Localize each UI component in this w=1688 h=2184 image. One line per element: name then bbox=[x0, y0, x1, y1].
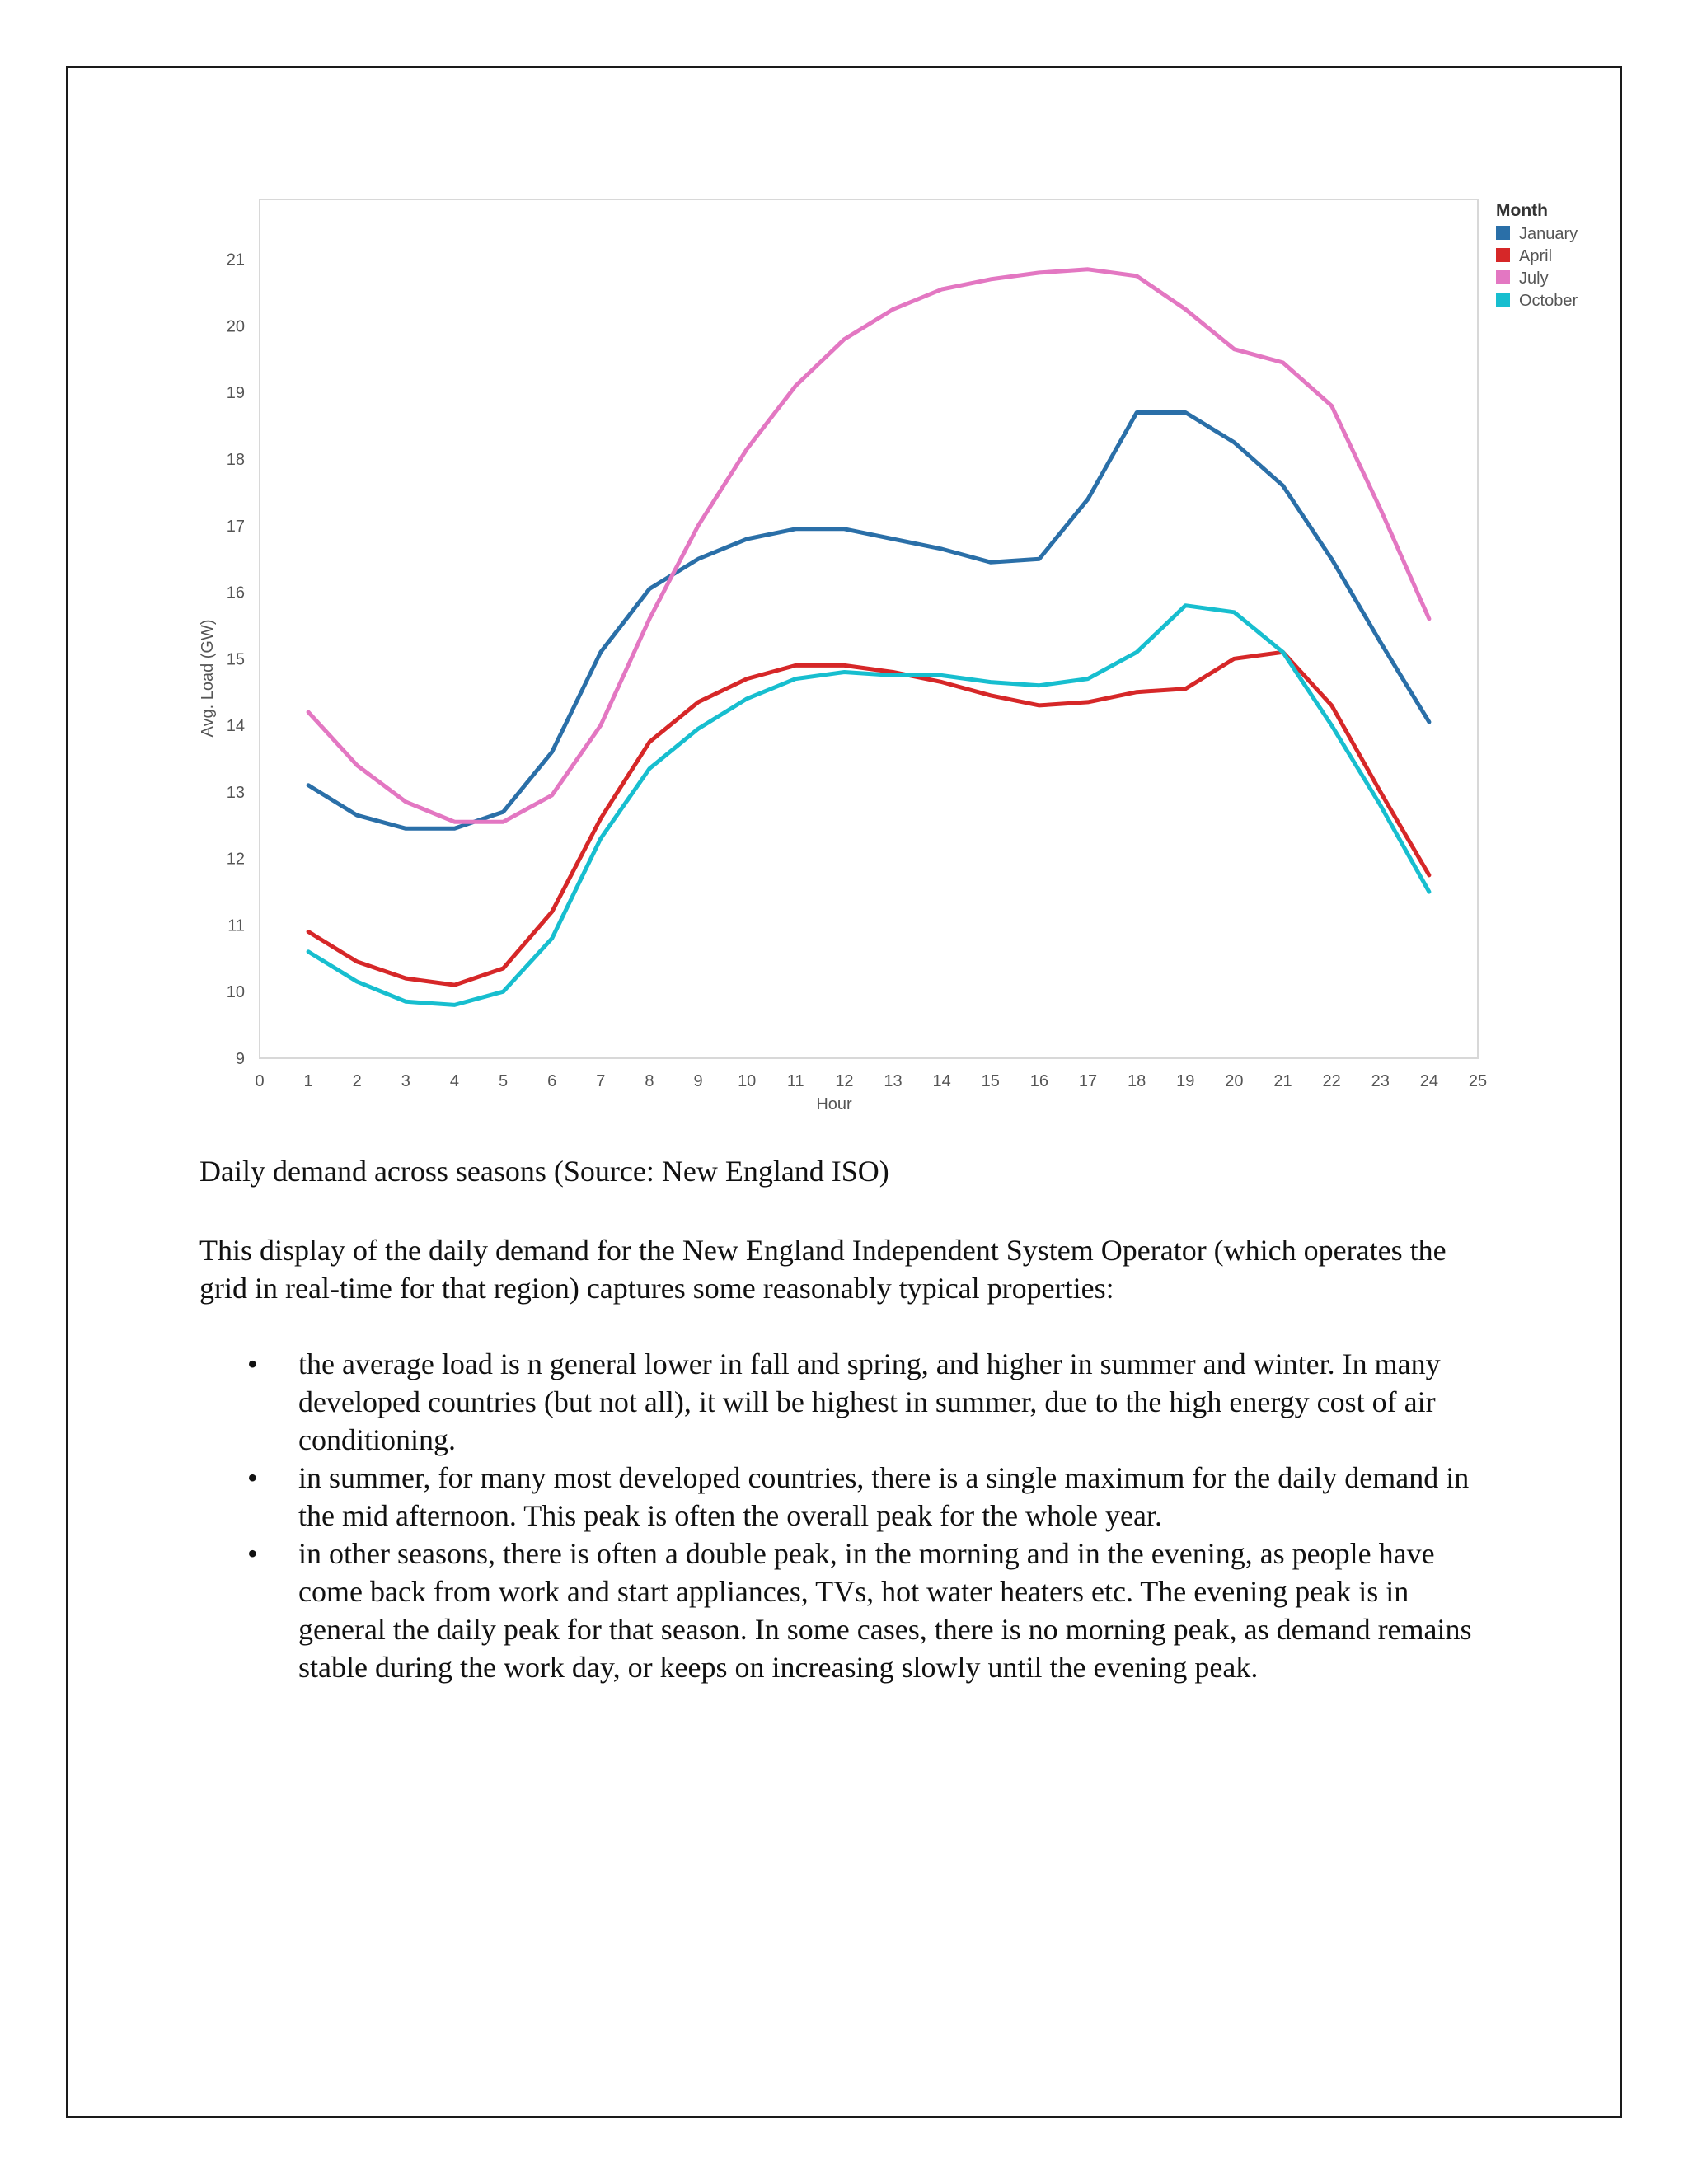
x-tick-label: 3 bbox=[401, 1072, 410, 1090]
x-tick-label: 13 bbox=[884, 1072, 903, 1090]
x-tick-label: 12 bbox=[835, 1072, 854, 1090]
x-tick-label: 0 bbox=[255, 1072, 265, 1090]
x-tick-label: 23 bbox=[1371, 1072, 1390, 1090]
legend-swatch-july bbox=[1496, 270, 1510, 284]
x-tick-label: 22 bbox=[1322, 1072, 1341, 1090]
x-tick-label: 2 bbox=[352, 1072, 362, 1090]
x-tick-label: 10 bbox=[738, 1072, 757, 1090]
y-tick-label: 11 bbox=[227, 916, 245, 935]
y-tick-label: 13 bbox=[226, 783, 245, 802]
x-tick-label: 11 bbox=[786, 1072, 804, 1090]
x-tick-label: 8 bbox=[645, 1072, 654, 1090]
list-item bbox=[199, 1459, 1485, 1535]
list-item bbox=[199, 1345, 1485, 1459]
chart-svg bbox=[181, 181, 1599, 1121]
x-tick-label: 5 bbox=[499, 1072, 509, 1090]
bullet-text: the average load is n general lower in fall and spring, and higher in summer and winter. In many developed countries (but not all), it will be highest in summer, due to the high energy cost of air conditioning. bbox=[298, 1347, 1441, 1456]
x-axis-title: Hour bbox=[816, 1095, 852, 1113]
x-tick-label: 20 bbox=[1225, 1072, 1244, 1090]
legend-swatch-october bbox=[1496, 293, 1510, 307]
legend-swatch-january bbox=[1496, 226, 1510, 240]
bullet-icon: • bbox=[247, 1537, 258, 1570]
y-tick-label: 16 bbox=[226, 583, 245, 602]
x-tick-label: 17 bbox=[1078, 1072, 1098, 1090]
legend-label: January bbox=[1519, 225, 1578, 243]
y-tick-label: 14 bbox=[226, 717, 245, 736]
x-tick-label: 9 bbox=[693, 1072, 703, 1090]
x-tick-label: 15 bbox=[981, 1072, 1000, 1090]
plot-frame bbox=[260, 199, 1478, 1058]
figure-caption: Daily demand across seasons (Source: New England ISO) bbox=[199, 1155, 889, 1188]
legend-label: October bbox=[1519, 292, 1578, 310]
bullet-icon: • bbox=[247, 1461, 258, 1494]
series-line-april bbox=[308, 652, 1429, 985]
x-tick-label: 6 bbox=[547, 1072, 557, 1090]
daily-demand-chart bbox=[181, 181, 1599, 1121]
x-tick-label: 7 bbox=[596, 1072, 606, 1090]
y-tick-label: 17 bbox=[226, 517, 245, 536]
list-item bbox=[199, 1535, 1485, 1686]
legend-swatch-april bbox=[1496, 248, 1510, 262]
bullet-list bbox=[199, 1345, 1485, 1686]
x-tick-label: 14 bbox=[932, 1072, 951, 1090]
x-tick-label: 1 bbox=[303, 1072, 313, 1090]
bullet-text: in other seasons, there is often a double peak, in the morning and in the evening, as people have come back from work and start appliances, TVs, hot water heaters etc. The evening peak is in general the daily peak for that season. In some cases, there is no morning peak, as demand remains stable during the work day, or keeps on increasing slowly until the evening peak. bbox=[298, 1537, 1472, 1684]
x-tick-label: 24 bbox=[1419, 1072, 1439, 1090]
x-tick-label: 25 bbox=[1468, 1072, 1488, 1090]
x-tick-label: 21 bbox=[1273, 1072, 1292, 1090]
series-line-july bbox=[308, 269, 1429, 822]
y-tick-label: 20 bbox=[226, 317, 245, 336]
series-line-january bbox=[308, 413, 1429, 829]
y-tick-label: 19 bbox=[226, 384, 245, 403]
legend-label: April bbox=[1519, 247, 1553, 265]
legend-title: Month bbox=[1496, 201, 1548, 220]
legend-label: July bbox=[1519, 269, 1549, 288]
bullet-icon: • bbox=[247, 1347, 258, 1380]
intro-paragraph: This display of the daily demand for the New England Independent System Operator (which operates the grid in real-time for that region) captures some reasonably typical properties: bbox=[199, 1234, 1447, 1305]
y-tick-label: 15 bbox=[226, 650, 245, 669]
y-tick-label: 12 bbox=[226, 850, 245, 869]
x-tick-label: 18 bbox=[1128, 1072, 1146, 1090]
x-tick-label: 4 bbox=[449, 1072, 460, 1090]
x-tick-label: 19 bbox=[1176, 1072, 1195, 1090]
y-tick-label: 9 bbox=[235, 1050, 245, 1068]
bullet-text: in summer, for many most developed countries, there is a single maximum for the daily demand in the mid afternoon. This peak is often the overall peak for the whole year. bbox=[298, 1461, 1470, 1532]
y-tick-label: 21 bbox=[226, 251, 245, 269]
series-line-october bbox=[308, 606, 1429, 1005]
y-tick-label: 10 bbox=[226, 983, 245, 1002]
y-tick-label: 18 bbox=[226, 451, 245, 470]
x-tick-label: 16 bbox=[1029, 1072, 1049, 1090]
y-axis-title: Avg. Load (GW) bbox=[199, 619, 217, 738]
